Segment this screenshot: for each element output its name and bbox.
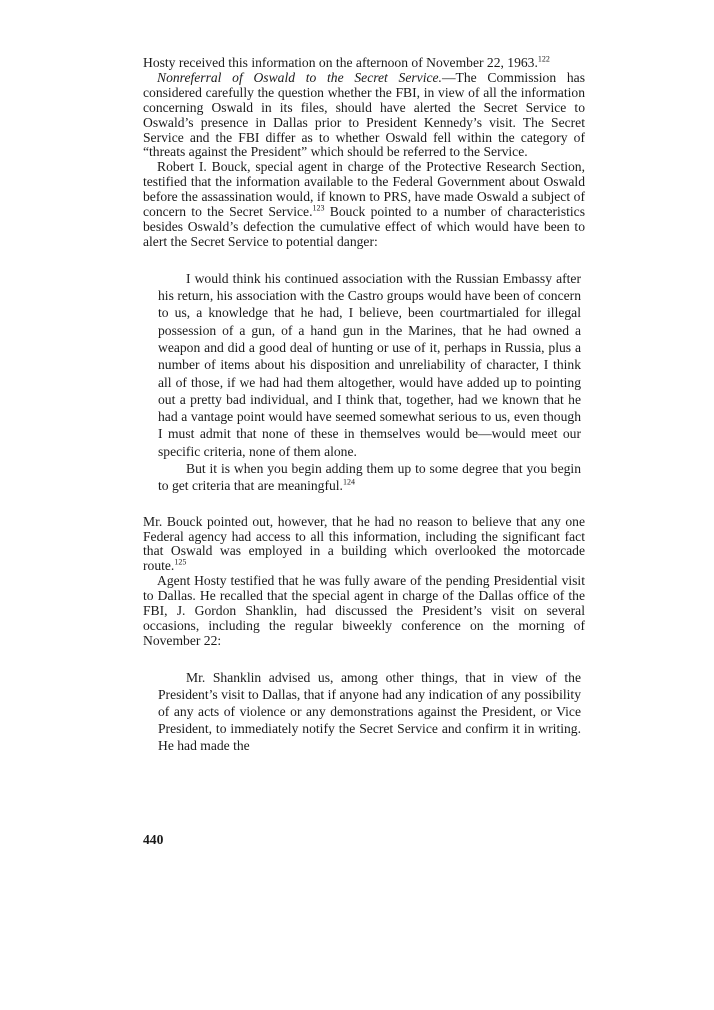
page-number: 440: [143, 832, 164, 847]
paragraph-hosty-testified: Agent Hosty testified that he was fully aware of the pending Presidential visit to Dallas. He recalled that the special agent in charge of the Dallas office of the FBI, J. Gordon Shanklin, had discussed the President’s visit on several occasions, including the regular biweekly conference on the morning of November 22:: [143, 573, 585, 648]
footnote-ref: 123: [312, 203, 325, 213]
footnote-ref: 122: [537, 54, 550, 64]
paragraph-bouck-pointed-out: Mr. Bouck pointed out, however, that he had no reason to believe that any one Federal agency had access to all this information, including the significant fact that Oswald was employed in a building which overlooked the motorcade route.$^{125}$: [143, 513, 585, 574]
block-quote-shanklin: [143, 669, 585, 754]
quote-paragraph: But it is when you begin adding them up to some degree that you begin to get criteria that are meaningful.$^{124}$: [158, 461, 581, 494]
footnote-ref: 124: [342, 477, 355, 487]
quote-paragraph: I would think his continued association with the Russian Embassy after his return, his association with the Castro groups would have been of concern to us, a knowledge that he had, I believe, been courtmartialed for illegal possession of a gun, of a hand gun in the Marines, that he had owned a weapon and did a good deal of hunting or use of it, perhaps in Russia, plus a number of items about his disposition and unreliability of character, I think all of those, if we had had them altogether, would have added up to pointing out a pretty bad individual, and I think that, together, had we known that he had a vantage point would have seemed somewhat serious to us, even though I must admit that none of these in themselves would be—would meet our specific criteria, none of them alone.: [158, 270, 581, 459]
paragraph-bouck-testimony: Robert I. Bouck, special agent in charge of the Protective Research Section, testified that the information available to the Federal Government about Oswald before the assassination would, if known to PRS, have made Oswald a subject of concern to the Secret Service.$^{123}$ Bouck pointed to a number of characteristics besides Oswald’s defection the cumulative effect of which would have been to alert the Secret Service to potential danger:: [143, 159, 586, 249]
footnote-ref: 125: [174, 557, 187, 567]
section-heading: Nonreferral of Oswald to the Secret Service.: [157, 69, 442, 85]
paragraph-hosty-received: Hosty received this information on the afternoon of November 22, 1963.$^{122}$: [143, 54, 550, 70]
paragraph-nonreferral: Nonreferral of Oswald to the Secret Service.—The Commission has considered carefully the question whether the FBI, in view of all the information concerning Oswald in its files, should have alerted the Secret Service to Oswald’s presence in Dallas prior to President Kennedy’s visit. The Secret Service and the FBI differ as to whether Oswald fell within the category of “threats against the President” which should be referred to the Service.: [143, 69, 585, 160]
document-body: [143, 56, 585, 754]
block-quote-bouck: [143, 270, 585, 495]
quote-paragraph: Mr. Shanklin advised us, among other things, that in view of the President’s visit to Dallas, that if anyone had any indication of any possibility of any acts of violence or any demonstrations against the President, or Vice President, to immediately notify the Secret Service and confirm it in writing. He had made the: [158, 669, 581, 753]
